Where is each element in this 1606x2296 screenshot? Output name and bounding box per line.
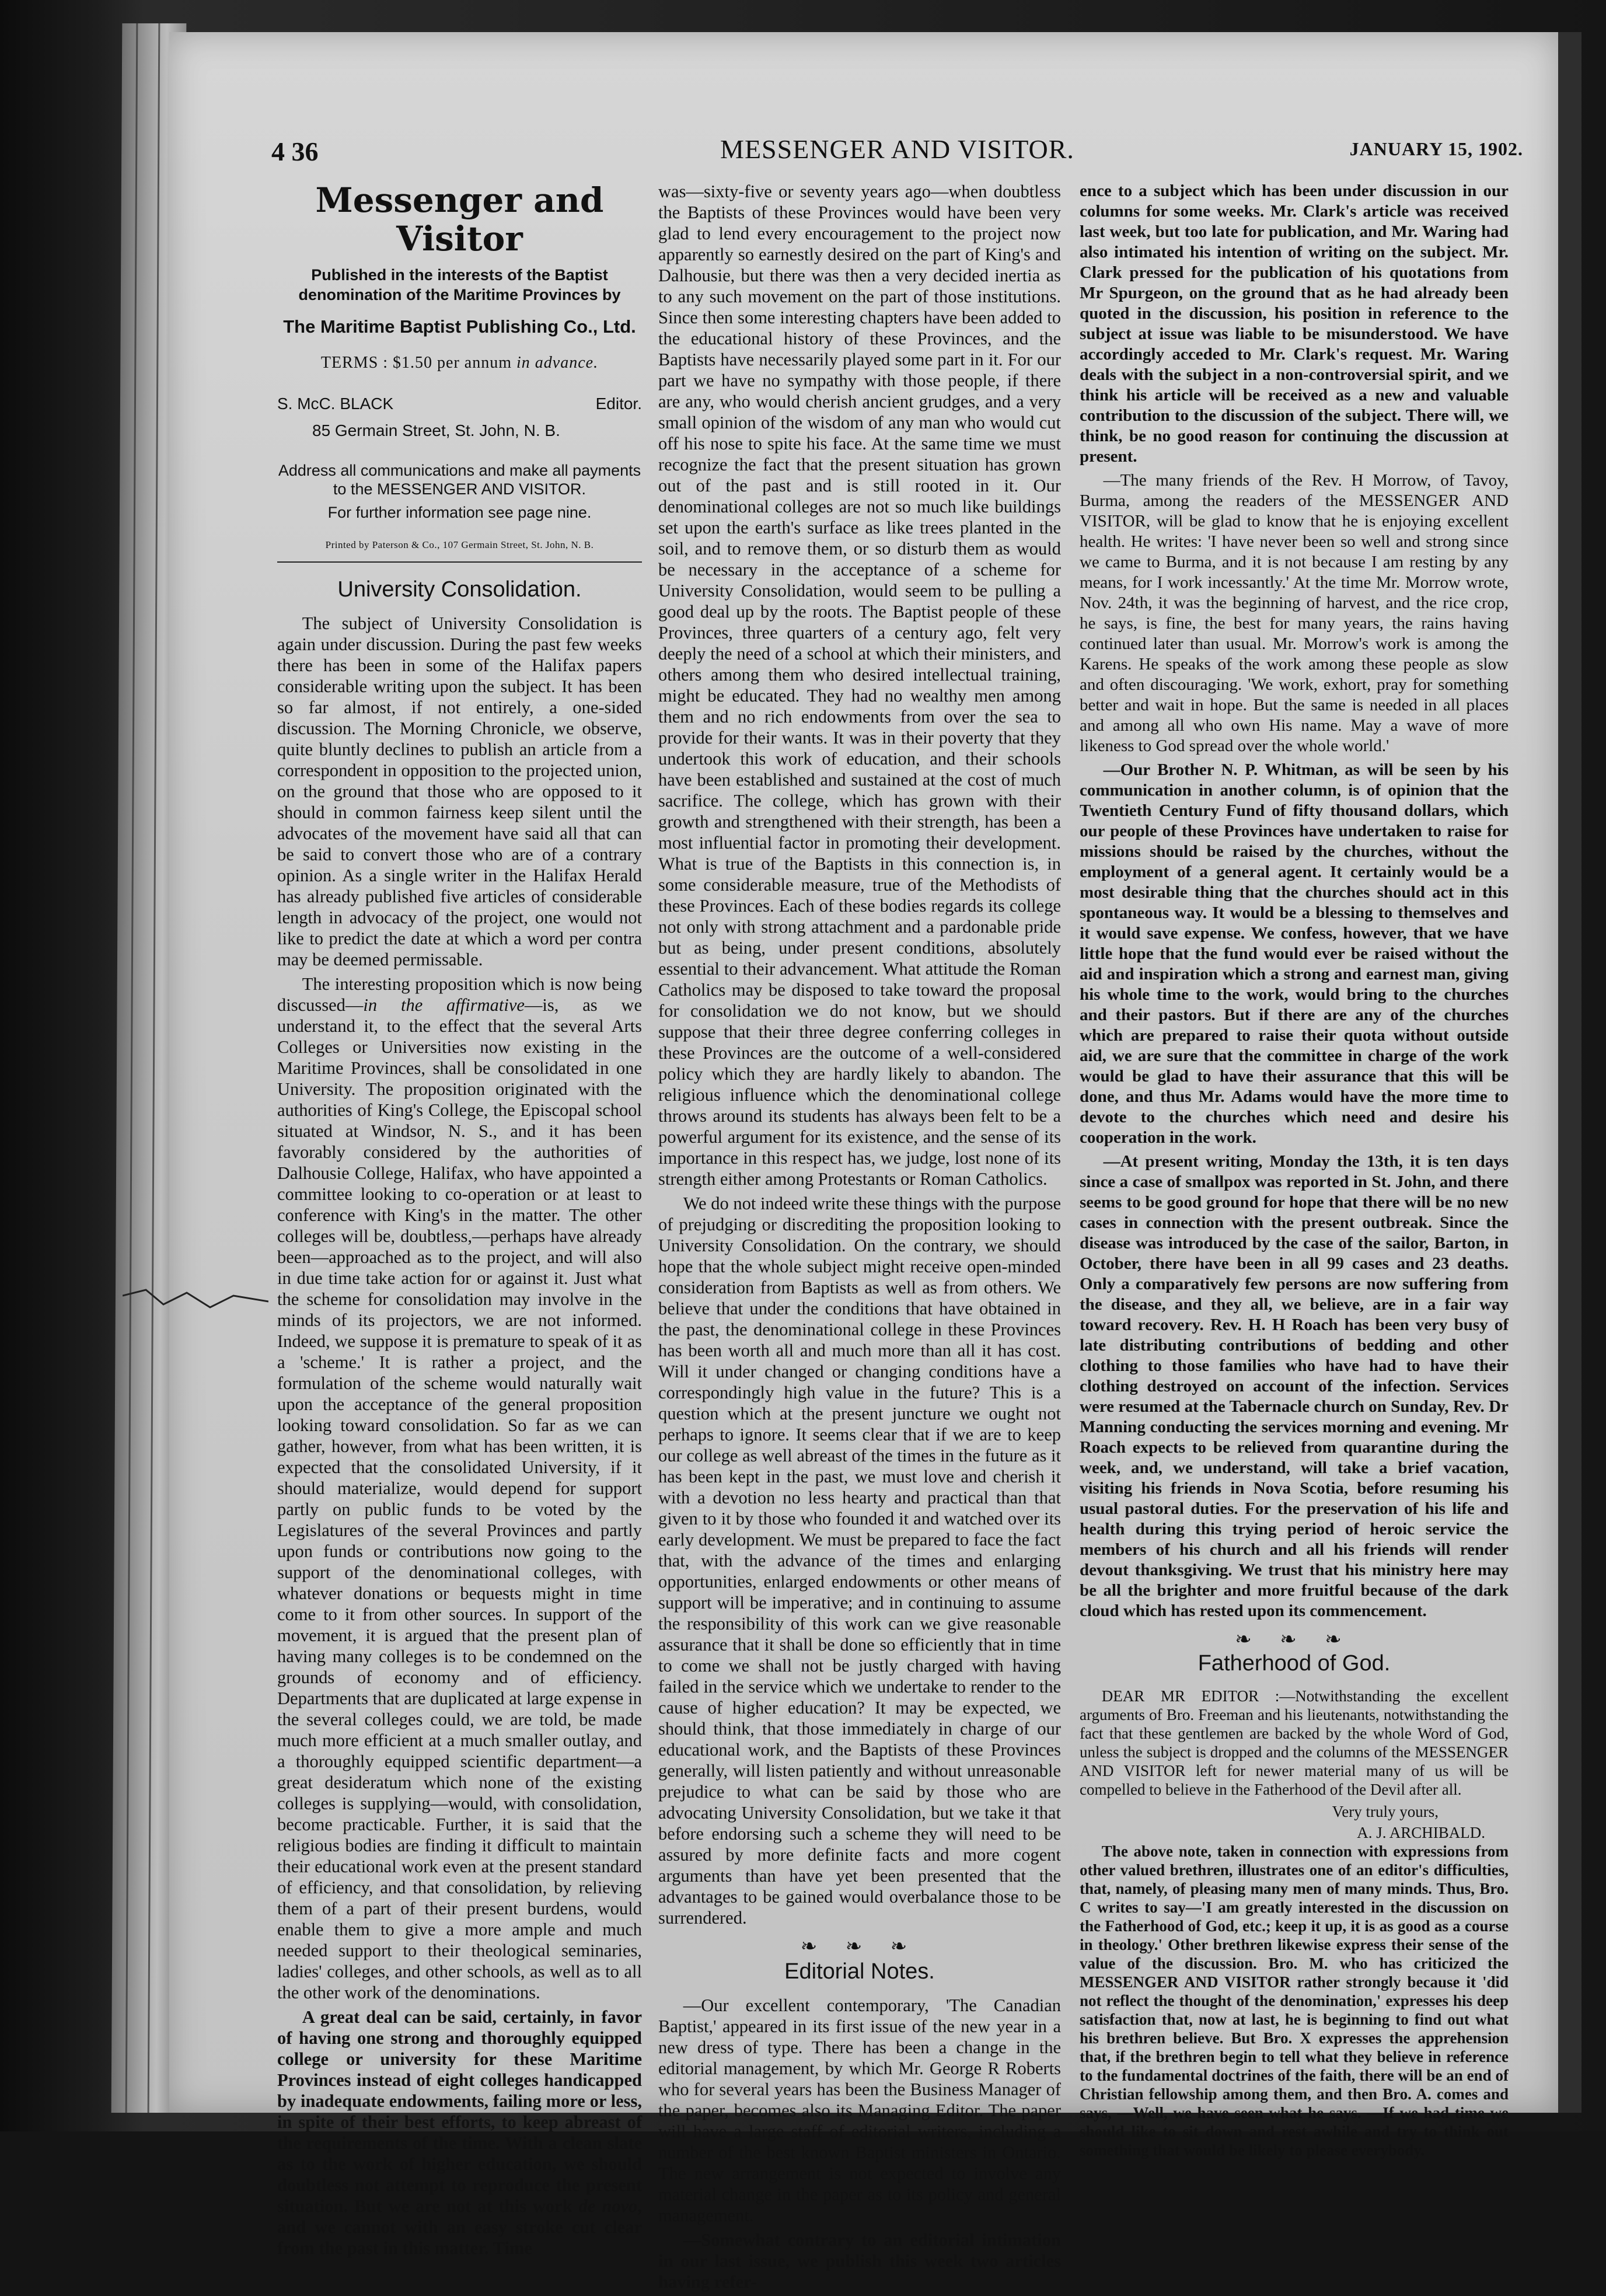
paper-tear-mark: [123, 1278, 268, 1319]
article-title-editorial: Editorial Notes.: [784, 1959, 935, 1984]
editor-response: The above note, taken in connection with expressions from other valued brethren, illustrates one of an editor's difficulties, that, namely, of pleasing many men of many minds. Thus, Bro. C writes to say—'I am greatly interested in the discussion on the Fatherhood of God, etc.; keep it up, it is as good as a course in theology.' Other brethren likewise express their sense of the value of the discussion. Bro. M. who has criticized the MESSENGER AND VISITOR rather strongly because it 'did not reflect the thought of the denomination,' expresses his deep satisfaction that, now at last, he is beginning to find out what his brethren believe. But Bro. X expresses the apprehension that, if the brethren begin to tell what they believe in reference to the fundamental doctrines of the faith, there will be an end of Christian fellowship among them, and then Bro. A. comes and says, —Well, we have seen what he says. —If we had time we should like to sit down and rest awhile and try to think out something that would be likely to please everybody.: [1080, 1843, 1509, 2159]
newspaper-page: [169, 32, 1558, 2292]
page-header: [271, 136, 1523, 171]
page-number: 4 36: [271, 137, 319, 166]
running-head: MESSENGER AND VISITOR.: [720, 134, 1074, 164]
editor-label: Editor.: [595, 395, 642, 413]
further-info: For further information see page nine.: [327, 504, 592, 521]
letter-body: DEAR MR EDITOR :—Notwithstanding the excellent arguments of Bro. Freeman and his lieutenants, notwithstanding the fact that these gentlemen are backed by the whole Word of God, unless the subject is dropped and the columns of the MESSENGER AND VISITOR left for newer material many of us will be compelled to believe in the Fatherhood of the Devil after all.: [1080, 1687, 1509, 1798]
article-title-fatherhood: Fatherhood of God.: [1197, 1651, 1391, 1676]
article-paragraph: We do not indeed write these things with the purpose of prejudging or discrediting the proposition looking to University Consolidation. On the contrary, we should hope that the whole subject might receive open-minded consideration from Baptists as well as from others. We believe that under the conditions that have obtained in the past, the denominational college in these Provinces has been worth all and much more than all it has cost. Will it under changed or changing conditions have a correspondingly high value in the future? This is a question which at the present juncture we ought not perhaps to ignore. It seems clear that if we are to keep our college as well abreast of the times in the future as it has been kept in the past, we must love and cherish it with a devotion no less hearty and practical than that given to it by those who founded it and watched over its early development. We must be prepared to face the fact that, with the advance of the times and enlarging opportunities, enlarged endowments or other means of support will be imperative; and in continuing to assume the responsibility of this work can we give reasonable assurance that it shall be done so efficiently that in time to come we shall not be justly charged with having failed in the service which we undertake to render to the cause of higher education? It may be expected, we should think, that those immediately in charge of our educational work, and the Baptists of these Provinces generally, will listen patiently and without unreasonable prejudice to what can be said by those who are advocating University Consolidation, but we take it that before endorsing such a scheme they will need to be assured by more definite facts and more cogent arguments than have yet been presented that the advantages to be gained would overbalance those to be surrendered.: [658, 1194, 1061, 1928]
right-film-border: [1558, 32, 1581, 2113]
terms-emphasis: in advance.: [516, 354, 599, 372]
editorial-note: —The many friends of the Rev. H Morrow, of Tavoy, Burma, among the readers of the MESSENGER AND VISITOR, will be glad to know that he is enjoying excellent health. He writes: 'I have never been so well and strong since we came to Burma, and it is not because I am resting by any means, for I work incessantly.' At the time Mr. Morrow wrote, Nov. 24th, it was the beginning of harvest, and the rice crop, he says, is fine, the best for many years, the rains having continued later than usual. Mr. Morrow's work is among the Karens. He speaks of the work among these people as slow and often discouraging. 'We work, exhort, pray for something better and wait in hope. But the same is needed in all places and among all who own His name. May a wave of more likeness to God spread over the whole world.': [1080, 471, 1509, 755]
letter-closing: Very truly yours,: [1332, 1803, 1439, 1820]
office-address: 85 Germain Street, St. John, N. B.: [312, 421, 560, 439]
publisher-name: The Maritime Baptist Publishing Co., Ltd.: [283, 316, 636, 337]
editorial-note: ence to a subject which has been under discussion in our columns for some weeks. Mr. Clark's article was received last week, but too late for publication, and Mr. Waring had also intimated his intention of writing on the subject. Mr. Clark pressed for the publication of his quotations from Mr Spurgeon, on the ground that as he had already been quoted in the discussion, his position in reference to the subject at issue was liable to be misunderstood. We have accordingly acceded to Mr. Clark's request. Mr. Waring deals with the subject in a non-controversial spirit, and we think his article will be received as a new and valuable contribution to the discussion of the subject. There will, we think, be no good reason for continuing the discussion at present.: [1080, 182, 1509, 466]
masthead-title: Messenger and Visitor: [315, 180, 604, 259]
article-paragraph: The interesting proposition which is now being discussed—in the affirmative—is, as we understand it, to the effect that the several Arts Colleges or Universities now existing in the Maritime Provinces, shall be consolidated in one University. The proposition originated with the authorities of King's College, the Episcopal school situated at Windsor, N. S., and it has been favorably considered by the authorities of Dalhousie College, Halifax, who have appointed a committee looking to co-operation or at least to conference with King's in the matter. The other colleges will be, doubtless,—perhaps have already been—approached as to the project, and will also in due time take action for or against it. Just what the scheme for consolidation may involve in the minds of its projectors, we are not informed. Indeed, we suppose it is premature to speak of it as a 'scheme.' It is rather a project, and the formulation of the scheme would naturally wait upon the acceptance of the general proposition looking toward consolidation. So far as we can gather, however, from what has been written, it is expected that the consolidated University, if it should materialize, would depend for support partly on public funds to be voted by the Legislatures of the several Provinces and partly upon funds or contributions now going to the support of the denominational colleges, with whatever donations or bequests might in time come to it from other sources. In support of the movement, it is argued that the present plan of having many colleges is to be condemned on the grounds of economy and of efficiency. Departments that are duplicated at large expense in the several colleges could, we are told, be made much more efficient at a much smaller outlay, and a thoroughly equipped scientific department—a great desideratum which none of the existing colleges is supplying—would, with consolidation, become practicable. Further, it is said that the religious bodies are finding it difficult to maintain their educational work even at the present standard of efficiency, and that consolidation, by relieving them of a part of their present burdens, would enable them to give a more ample and much needed support to their theological seminaries, ladies' colleges, and other schools, as well as to all the other work of the denominations.: [277, 974, 642, 2002]
letter-signature: A. J. ARCHIBALD.: [1357, 1824, 1485, 1841]
issue-date: JANUARY 15, 1902.: [1349, 138, 1523, 159]
terms-label: TERMS : $1.50 per annum: [320, 354, 512, 372]
article-title-university: University Consolidation.: [337, 577, 582, 602]
printer-line: Printed by Paterson & Co., 107 Germain Street, St. John, N. B.: [325, 539, 594, 550]
article-paragraph: was—sixty-five or seventy years ago—when doubtless the Baptists of these Provinces would have been very glad to lend every encouragement to the project now apparently so earnestly desired on the part of King's and Dalhousie, but there was then a very decided inertia as to any such movement on the part of those institutions. Since then some interesting chapters have been added to the educational history of these Provinces, and the Baptists have necessarily played some part in it. For our part we have no sympathy with those people, if there are any, who would cherish ancient grudges, and a very small opinion of the wisdom of any man who would cut off his nose to spite his face. At the same time we must recognize the fact that the present situation has grown out of the past and is still rooted in it. Our denominational colleges are not so much like buildings set upon the earth's surface as like trees planted in the soil, and to remove them, or so disturb them as would be necessary in the acceptance of a scheme for University Consolidation, would seem to be pulling a good deal up by the roots. The Baptist people of these Provinces, three quarters of a century ago, felt very deeply the need of a school at which their ministers, and others among them who desired intellectual training, might be educated. They had no wealthy men among them and no rich endowments from over the sea to provide for their wants. It was in their poverty that they undertook this work of education, and their schools have been established and sustained at the cost of much sacrifice. The college, which has grown with their growth and strengthened with their strength, has been a most influential factor in promoting their development. What is true of the Baptists in this connection is, in some considerable measure, true of the Methodists of these Provinces. Each of these bodies regards its college not only with strong attachment and a pardonable pride but as being, under present conditions, absolutely essential to their advancement. What attitude the Roman Catholics may be disposed to take toward the proposal for consolidation we do not know, but we should suppose that their three degree conferring colleges in these Provinces are the outcome of a well-considered policy which they are hardly likely to abandon. The religious influence which the denominational college throws around its students has always been felt to be a powerful argument for its existence, and the sense of its importance in this respect has, we judge, lost none of its strength either among Protestants or Roman Catholics.: [658, 182, 1061, 1189]
section-ornament: ❧ ❧ ❧: [800, 1936, 919, 1957]
subscription-terms: [277, 353, 642, 374]
column-2: [658, 181, 1061, 2296]
communications-notice: Address all communications and make all payments to the MESSENGER AND VISITOR.: [278, 462, 641, 498]
masthead-subtitle: Published in the interests of the Baptist denomination of the Maritime Provinces by: [298, 266, 621, 303]
editorial-note: —Our excellent contemporary, 'The Canadian Baptist,' appeared in its first issue of the new year in a new dress of type. There has been a change in the editorial management, by which Mr. George R Roberts who for several years has been the Business Manager of the paper, becomes also its Managing Editor. The paper will have a large staff of editorial writers, including a number of the best known Baptist ministers in Ontario. The new arrangement is not expected to involve any material change in the paper as to its policy and general management.: [658, 1995, 1061, 2225]
editor-line: [277, 393, 642, 414]
article-paragraph: A great deal can be said, certainly, in favor of having one strong and thoroughly equipped college or university for these Maritime Provinces instead of eight colleges handicapped by inadequate endowments, failing more or less, in spite of their best efforts, to keep abreast of the requirements of the time. With a clean slate as to the work of higher education, we should doubtless not attempt to reproduce the present situation. But we are not at this work de novo, and we cannot with an easy stroke cut clear from the past in this matter. Time: [277, 2007, 642, 2258]
column-1: [277, 181, 642, 2262]
editorial-note: —Our Brother N. P. Whitman, as will be seen by his communication in another column, is of opinion that the Twentieth Century Fund of fifty thousand dollars, which our people of these Provinces have undertaken to raise for missions should be raised by the churches, without the employment of a general agent. It certainly would be a most desirable thing that the churches should act in this spontaneous way. It would be a blessing to themselves and it would save expense. We confess, however, that we have little hope that the fund would ever be raised without the aid and inspiration which a strong and earnest man, giving his whole time to the work, would bring to the churches and their pastors. But if there are any of the churches which are prepared to raise their quota without outside aid, we are sure that the committee in charge of the work would be glad to have their assurance that this will be done, and thus Mr. Adams would have the more time to devote to the churches which need and desire his cooperation in the work.: [1080, 760, 1509, 1147]
divider: [277, 561, 642, 563]
column-3: [1080, 181, 1509, 2163]
editorial-note: —At present writing, Monday the 13th, it is ten days since a case of smallpox was reported in St. John, and there seems to be good ground for hope that there will be no new cases in connection with the present outbreak. Since the disease was introduced by the case of the sailor, Barton, in October, there have been in all 99 cases and 23 deaths. Only a comparatively few persons are now suffering from the disease, and they all, we believe, are in a fair way toward recovery. Rev. H. H Roach has been very busy of late distributing contributions of bedding and other clothing to those families who have had to have their clothing destroyed on account of the infection. Services were resumed at the Tabernacle church on Sunday, Rev. Dr Manning conducting the services morning and evening. Mr Roach expects to be relieved from quarantine during the week, and, we understand, will take a brief vacation, visiting his friends in Nova Scotia, before resuming his usual pastoral duties. For the preservation of his life and health during this trying period of heroic service the members of his church and all his friends will render devout thanksgiving. We trust that his ministry here may be all the brighter and more fruitful because of the dark cloud which has rested upon its commencement.: [1080, 1152, 1509, 1620]
editor-name: S. McC. BLACK: [277, 395, 394, 413]
section-ornament: ❧ ❧ ❧: [1235, 1629, 1353, 1651]
article-paragraph: The subject of University Consolidation is again under discussion. During the past few weeks there has been in some of the Halifax papers considerable writing upon the subject. It has been so far almost, if not entirely, a one-sided discussion. The Morning Chronicle, we observe, quite bluntly declines to publish an article from a correspondent in opposition to the projected union, on the ground that those who are opposed to it should in common fairness keep silent until the advocates of the movement have said all that can be said to convert those who are of a contrary opinion. As a single writer in the Halifax Herald has already published five articles of considerable length in advocacy of the project, one would not like to predict the date at which a word per contra may be deemed permissable.: [277, 613, 642, 969]
editorial-note: —Somewhat contrary to an editorial intimation in our last issue, we publish this week two articles having refer-: [658, 2230, 1061, 2292]
